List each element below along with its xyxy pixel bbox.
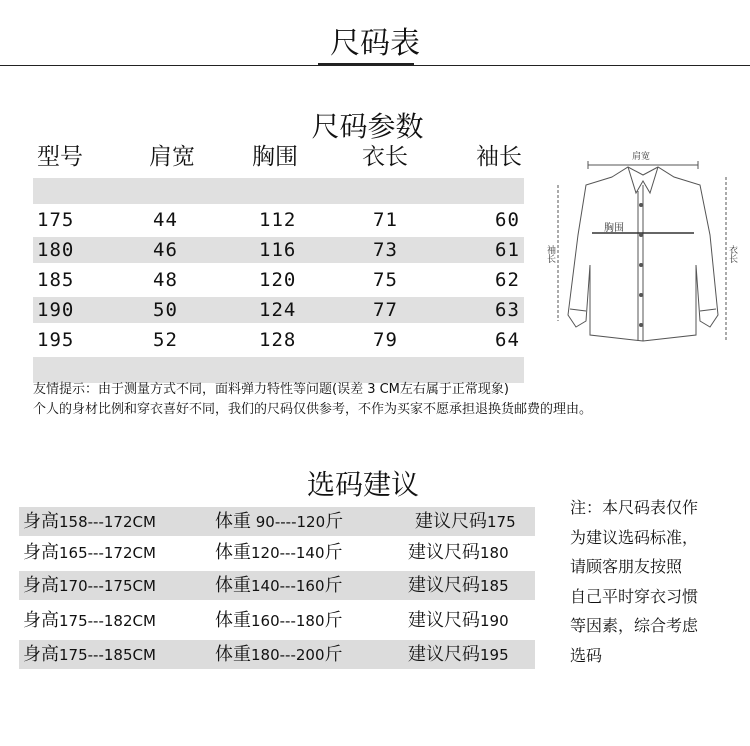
table-cell: 62 — [495, 269, 520, 291]
table-cell: 190 — [37, 299, 75, 321]
side-note-line: 为建议选码标准， — [570, 527, 699, 547]
side-note-line: 选码 — [570, 645, 603, 665]
suggest-weight: 体重120---140斤 — [215, 542, 343, 563]
header-model: 型号 — [37, 144, 83, 170]
suggest-height: 身高158---172CM — [23, 511, 156, 532]
table-cell: 185 — [37, 269, 75, 291]
header-sleeve: 袖长 — [476, 144, 522, 170]
page-title: 尺码表 — [330, 26, 420, 61]
title-underline — [318, 63, 414, 66]
suggest-title: 选码建议 — [306, 468, 419, 501]
header-length: 衣长 — [362, 144, 408, 170]
table-cell: 195 — [37, 329, 75, 351]
table-cell: 79 — [373, 329, 398, 351]
table-cell: 180 — [37, 239, 75, 261]
table-cell: 61 — [495, 239, 520, 261]
chest-label: 胸围 — [604, 223, 624, 234]
side-note-line: 请顾客朋友按照 — [570, 557, 683, 576]
header-shoulder: 肩宽 — [149, 144, 195, 170]
side-note-line: 注：本尺码表仅作 — [570, 498, 699, 517]
table-cell: 63 — [495, 299, 520, 321]
table-cell: 75 — [373, 269, 398, 291]
note-line-1: 友情提示：由于测量方式不同，面料弹力特性等问题(误差 3 CM左右属于正常现象) — [33, 382, 509, 397]
shoulder-label: 肩宽 — [632, 152, 651, 162]
table-cell: 120 — [259, 269, 297, 291]
table-cell: 64 — [495, 329, 520, 351]
table-cell: 48 — [153, 269, 178, 291]
shirt-measurement-diagram — [545, 145, 740, 345]
suggest-weight: 体重140---160斤 — [215, 575, 343, 596]
size-params-title: 尺码参数 — [311, 110, 424, 143]
suggest-size: 建议尺码185 — [408, 575, 509, 596]
note-line-2: 个人的身材比例和穿衣喜好不同，我们的尺码仅供参考，不作为买家不愿承担退换货邮费的理由。 — [33, 402, 593, 417]
side-note — [570, 493, 730, 670]
table-cell: 175 — [37, 209, 75, 231]
suggest-weight: 体重180---200斤 — [215, 644, 343, 665]
suggest-height: 身高165---172CM — [23, 542, 156, 563]
table-cell: 52 — [153, 329, 178, 351]
suggest-size: 建议尺码190 — [408, 610, 509, 631]
table-cell: 44 — [153, 209, 178, 231]
table-cell: 116 — [259, 239, 297, 261]
suggest-weight: 体重 90----120斤 — [215, 511, 344, 532]
length-label: 衣长 — [727, 245, 737, 263]
suggest-height: 身高175---182CM — [23, 610, 156, 631]
table-cell: 73 — [373, 239, 398, 261]
table-cell: 112 — [259, 209, 297, 231]
header-chest: 胸围 — [252, 144, 298, 170]
suggest-size: 建议尺码175 — [415, 511, 516, 532]
table-cell: 124 — [259, 299, 297, 321]
suggest-height: 身高170---175CM — [23, 575, 156, 596]
table-cell: 46 — [153, 239, 178, 261]
table-band-top — [33, 178, 524, 204]
table-cell: 60 — [495, 209, 520, 231]
table-cell: 50 — [153, 299, 178, 321]
table-cell: 77 — [373, 299, 398, 321]
suggest-weight: 体重160---180斤 — [215, 610, 343, 631]
table-cell: 71 — [373, 209, 398, 231]
table-cell: 128 — [259, 329, 297, 351]
suggest-height: 身高175---185CM — [23, 644, 156, 665]
suggest-size: 建议尺码180 — [408, 542, 509, 563]
suggest-size: 建议尺码195 — [408, 644, 509, 665]
side-note-line: 自己平时穿衣习惯 — [570, 586, 699, 606]
sleeve-label: 袖长 — [545, 245, 555, 263]
side-note-line: 等因素，综合考虑 — [570, 616, 699, 635]
